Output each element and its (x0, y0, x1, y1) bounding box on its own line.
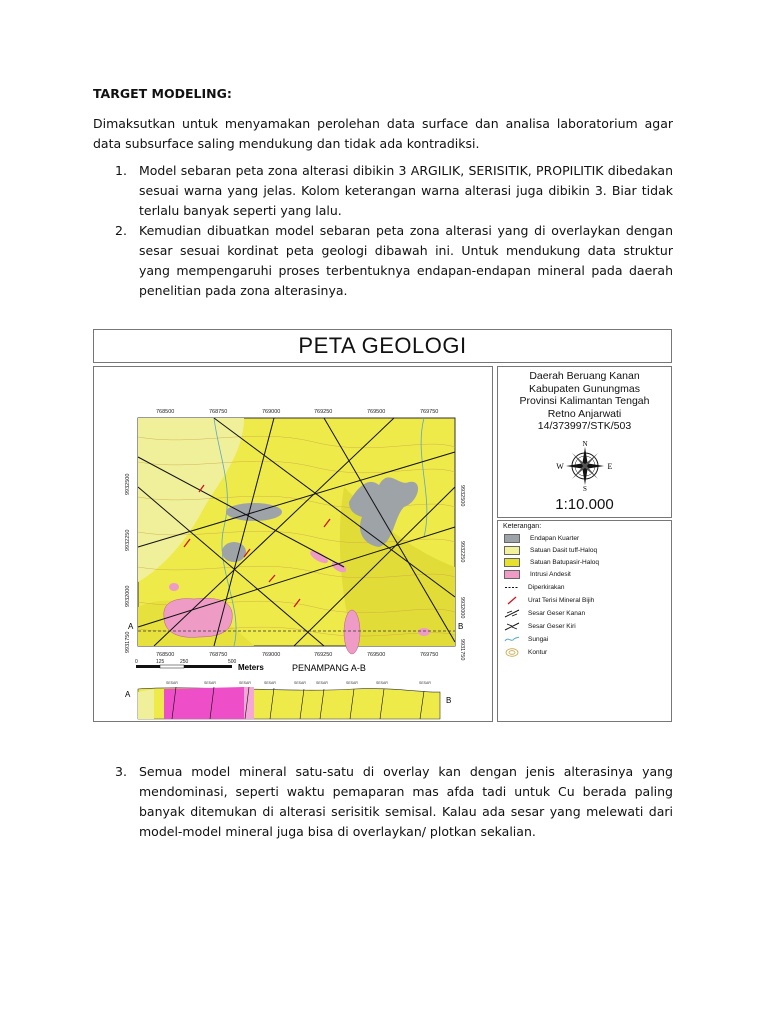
legend-label: Sesar Geser Kiri (528, 623, 576, 630)
section-fault-label: SESAR (316, 681, 328, 685)
list-item (93, 762, 673, 842)
section-fault-label: SESAR (419, 681, 431, 685)
legend-label: Endapan Kuarter (530, 535, 580, 542)
info-province: Provinsi Kalimantan Tengah (519, 395, 650, 407)
compass-w: W (556, 462, 564, 471)
sinistral-fault-icon (504, 622, 520, 631)
scale-tick: 125 (156, 659, 165, 665)
scale-tick: 0 (135, 659, 138, 665)
legend-item (504, 648, 547, 657)
legend-label: Diperkirakan (528, 584, 565, 591)
section-fault-label: SESAR (204, 681, 216, 685)
legend-swatch (504, 570, 520, 579)
section-end-b: B (446, 696, 452, 705)
map-area (128, 418, 463, 654)
grid-x-label: 769250 (314, 652, 333, 658)
legend-label: Satuan Batupasir-Haloq (530, 559, 600, 566)
info-author: Retno Anjarwati (547, 407, 622, 420)
list-number: 2. (115, 223, 127, 238)
grid-x-label: 769750 (420, 652, 439, 658)
grid-x-label: 768500 (156, 652, 175, 658)
vein-icon (504, 596, 520, 605)
list-number: 3. (115, 764, 127, 779)
section-fault-label: SESAR (376, 681, 388, 685)
legend-item (504, 558, 599, 567)
legend-item (504, 609, 585, 618)
legend-label: Urat Terisi Mineral Bijih (528, 597, 595, 604)
legend-item (504, 583, 565, 592)
dextral-fault-icon (504, 609, 520, 618)
section-title: PENAMPANG A-B (292, 663, 366, 673)
legend-label: Sungai (528, 636, 549, 643)
list-item-text: Semua model mineral satu-satu di overlay kan dengan jenis alterasinya yang mendominasi, seperti waktu pemaparan mas afda tadi untuk Cu berada paling banyak ditemukan di alterasi serisitik semisal. Kalau ada sesar yang melewati dari model-model mineral juga bisa di overlaykan/ plotkan sekalian. (139, 764, 673, 839)
map-info-box (497, 366, 672, 518)
list-item (93, 161, 673, 221)
compass-s: S (583, 485, 587, 491)
legend-label: Sesar Geser Kanan (528, 610, 586, 617)
geologic-map (94, 367, 492, 721)
section-fault-label: SESAR (294, 681, 306, 685)
cross-section (125, 663, 451, 719)
instruction-list (93, 161, 673, 301)
legend-item (504, 534, 579, 543)
info-area: Daerah Beruang Kanan (529, 370, 640, 382)
list-item (93, 221, 673, 301)
section-end-a: A (125, 690, 131, 699)
dashed-line-icon (504, 583, 520, 592)
geologic-map-figure (93, 329, 672, 722)
legend-item (504, 546, 597, 555)
map-title: PETA GEOLOGI (93, 329, 672, 363)
grid-x-label: 768500 (156, 409, 175, 415)
info-regency: Kabupaten Gunungmas (529, 382, 640, 395)
legend-item (504, 596, 594, 605)
section-label-a: A (128, 622, 134, 631)
grid-x-label: 768750 (209, 409, 228, 415)
map-scale: 1:10.000 (555, 496, 614, 513)
river-icon (504, 635, 520, 644)
contour-icon (504, 648, 520, 657)
scale-tick: 500 (228, 659, 237, 665)
compass-n: N (582, 441, 588, 448)
map-legend (497, 520, 672, 722)
legend-title: Keterangan: (503, 523, 542, 530)
grid-x-label: 769250 (314, 409, 333, 415)
grid-y-label: 9932500 (459, 485, 465, 507)
section-label-b: B (458, 622, 464, 631)
grid-y-label: 9932000 (459, 597, 465, 619)
grid-y-label: 9931750 (459, 639, 465, 661)
scale-unit: Meters (238, 663, 264, 672)
grid-y-label: 9932250 (125, 529, 131, 551)
grid-x-label: 768750 (209, 652, 228, 658)
info-student-id: 14/373997/STK/503 (537, 420, 632, 432)
compass-rose-icon (555, 441, 615, 491)
list-item-text: Model sebaran peta zona alterasi dibikin 3 ARGILIK, SERISITIK, PROPILITIK dibedakan sesuai warna yang jelas. Kolom keterangan warna alterasi juga dibikin 3. Biar tidak terlalu banyak seperti yang lalu. (139, 163, 673, 218)
grid-x-label: 769000 (262, 409, 281, 415)
grid-y-label: 9931750 (125, 631, 131, 653)
scale-tick: 250 (180, 659, 189, 665)
list-number: 1. (115, 163, 127, 178)
section-fault-label: SESAR (264, 681, 276, 685)
grid-y-label: 9932000 (125, 585, 131, 607)
legend-label: Intrusi Andesit (530, 571, 571, 578)
grid-y-label: 9932250 (459, 541, 465, 563)
legend-item (504, 622, 576, 631)
instruction-list-continued (93, 762, 673, 842)
list-item-text: Kemudian dibuatkan model sebaran peta zona alterasi yang di overlaykan dengan sesar sesuai kordinat peta geologi dibawah ini. Untuk mendukung data struktur yang mempengaruhi proses terbentuknya endapan-endapan mineral pada daerah penelitian pada zona alterasinya. (139, 223, 673, 298)
legend-label: Kontur (528, 649, 548, 656)
legend-item (504, 570, 571, 579)
legend-label: Satuan Dasit tuff-Haloq (530, 547, 598, 554)
legend-swatch (504, 546, 520, 555)
compass-e: E (607, 462, 613, 471)
legend-swatch (504, 534, 520, 543)
legend-item (504, 635, 548, 644)
grid-x-label: 769500 (367, 652, 386, 658)
section-fault-label: SESAR (166, 681, 178, 685)
section-fault-label: SESAR (346, 681, 358, 685)
grid-x-label: 769750 (420, 409, 439, 415)
legend-swatch (504, 558, 520, 567)
map-panel (93, 366, 493, 722)
intro-paragraph: Dimaksutkan untuk menyamakan perolehan data surface dan analisa laboratorium agar data subsurface saling mendukung dan tidak ada kontradiksi. (93, 116, 673, 151)
grid-x-label: 769000 (262, 652, 281, 658)
grid-y-label: 9932500 (125, 473, 131, 495)
section-fault-label: SESAR (239, 681, 251, 685)
scale-bar (135, 659, 264, 672)
grid-x-label: 769500 (367, 409, 386, 415)
document-heading: TARGET MODELING: (93, 86, 232, 101)
